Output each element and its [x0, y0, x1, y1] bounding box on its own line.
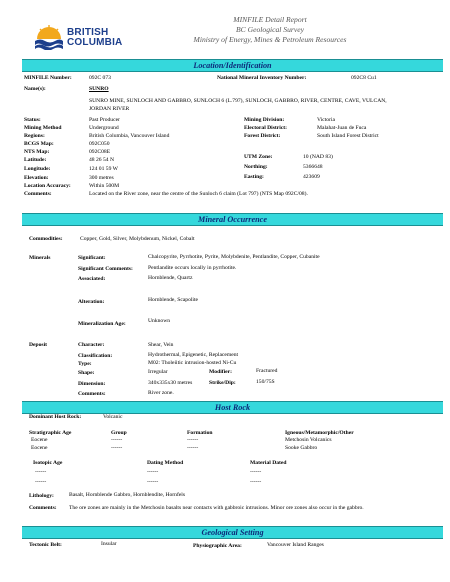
status-label: Status:	[24, 117, 41, 123]
section-header-geo-setting: Geological Setting	[22, 526, 443, 539]
strat-row-2-formation: ------	[187, 445, 199, 451]
nmi-label: National Mineral Inventory Number:	[217, 75, 307, 81]
dominant-host-value: Volcanic	[103, 414, 123, 420]
iso-row-2-material: ------	[250, 479, 262, 485]
associated-value: Hornblende, Quartz	[148, 275, 193, 281]
strat-row-2-age: Eocene	[31, 445, 48, 451]
host-comments: The ore zones are mainly in the Metchosin basalts near contacts with gabbroic intrusions. Minor ore zones also occur in the gabbro.	[69, 505, 364, 511]
status-value: Past Producer	[89, 117, 120, 123]
electoral-value: Malahat-Juan de Fuca	[317, 125, 367, 131]
other-names: SUNRO MINE, SUNLOCH AND GABBRO, SUNLOCH 6 (L.797), SUNLOCH, GABBRO, RIVER, CENTRE, CAVE, VULCAN, JORDAN RIVER	[89, 98, 387, 112]
iso-row-1-material: ------	[250, 469, 262, 475]
accuracy-label: Location Accuracy:	[24, 183, 71, 189]
section-header-location: Location/Identification	[22, 59, 443, 72]
classification-value: Hydrothermal, Epigenetic, Replacement	[148, 352, 239, 358]
mining-method-value: Underground	[89, 125, 119, 131]
forest-value: South Island Forest District	[317, 133, 379, 139]
latitude-value: 48 26 54 N	[89, 157, 115, 163]
elevation-value: 300 metres	[89, 175, 114, 181]
associated-label: Associated:	[78, 276, 106, 282]
commodities-value: Copper, Gold, Silver, Molybdenum, Nickel, Cobalt	[80, 236, 195, 242]
tectonic-label: Tectonic Belt:	[29, 542, 62, 548]
strat-row-1-group: ------	[111, 437, 123, 443]
bcgs-label: BCGS Map:	[24, 141, 54, 147]
nts-value: 092C08E	[89, 149, 111, 155]
dimension-label: Dimension:	[78, 381, 106, 387]
strat-header-igneous: Igneous/Metamorphic/Other	[285, 430, 354, 436]
iso-header-age: Isotopic Age	[33, 460, 63, 466]
ministry-name: Ministry of Energy, Mines & Petroleum Resources	[193, 35, 347, 44]
location-comments-label: Comments:	[24, 191, 52, 197]
alteration-value: Hornblende, Scapolite	[148, 297, 199, 303]
shape-label: Shape:	[78, 370, 95, 376]
host-comments-label: Comments:	[29, 505, 57, 511]
lithology-value: Basalt, Hornblende Gabbro, Hornblendite, Hornfels	[69, 492, 186, 498]
dominant-host-label: Dominant Host Rock:	[29, 414, 82, 420]
regions-label: Regions:	[24, 133, 45, 139]
commodities-label: Commodities:	[29, 236, 63, 242]
strat-header-age: Stratigraphic Age	[29, 430, 72, 436]
logo-line-1: BRITISH	[67, 27, 109, 38]
location-comments: Located on the River zone, near the centre of the Sunloch 6 claim (Lot 797) (NTS Map 092C/08).	[89, 191, 308, 197]
primary-name: SUNRO	[89, 86, 109, 92]
strat-row-1-igneous: Metchosin Volcanics	[285, 437, 332, 443]
iso-header-method: Dating Method	[147, 460, 184, 466]
names-label: Name(s):	[24, 86, 46, 92]
latitude-label: Latitude:	[24, 157, 47, 163]
bc-logo	[34, 24, 134, 52]
report-title: MINFILE Detail Report	[233, 15, 307, 24]
strat-header-group: Group	[111, 430, 127, 436]
iso-row-1-method: ------	[147, 469, 159, 475]
sig-comments-value: Pentlandite occurs locally in pyrrhotite.	[148, 265, 237, 271]
accuracy-value: Within 500M	[89, 183, 120, 189]
strat-row-1-formation: ------	[187, 437, 199, 443]
strat-row-2-igneous: Sooke Gabbro	[285, 445, 318, 451]
electoral-label: Electoral District:	[244, 125, 288, 131]
shape-value: Irregular	[148, 369, 168, 375]
physio-value: Vancouver Island Ranges	[267, 542, 324, 548]
elevation-label: Elevation:	[24, 175, 49, 181]
character-label: Character:	[78, 342, 105, 348]
utm-zone-value: 10 (NAD 83)	[303, 154, 333, 160]
min-age-value: Unknown	[148, 318, 171, 324]
minfile-number: 092C 073	[89, 75, 111, 81]
modifier-label: Modifier:	[209, 369, 232, 375]
mining-division-value: Victoria	[317, 117, 335, 123]
alteration-label: Alteration:	[78, 299, 105, 305]
regions-value: British Columbia, Vancouver Island	[89, 133, 170, 139]
easting-label: Easting:	[244, 174, 264, 180]
iso-row-2-method: ------	[147, 479, 159, 485]
forest-label: Forest District:	[244, 133, 281, 139]
mining-method-label: Mining Method	[24, 125, 62, 131]
sun-wave-logo-icon	[34, 24, 64, 50]
strat-header-formation: Formation	[187, 430, 213, 436]
survey-name: BC Geological Survey	[236, 25, 304, 34]
logo-line-2: COLUMBIA	[67, 37, 123, 48]
type-value: M02: Tholeiitic intrusion-hosted Ni-Cu	[148, 360, 237, 366]
easting-value: 423609	[303, 174, 320, 180]
physio-label: Physiographic Area:	[193, 543, 242, 549]
lithology-label: Lithology:	[29, 493, 54, 499]
type-label: Type:	[78, 361, 92, 367]
deposit-comments: River zone.	[148, 390, 174, 396]
significant-value: Chalcopyrite, Pyrrhotite, Pyrite, Molybdenite, Pentlandite, Copper, Cubanite	[148, 254, 320, 260]
deposit-label: Deposit	[29, 342, 48, 348]
nts-label: NTS Map:	[24, 149, 50, 155]
nmi-number: 092C8 Cu1	[351, 75, 377, 81]
minerals-label: Minerals	[29, 255, 51, 261]
iso-row-1-age: ------	[35, 469, 47, 475]
tectonic-value: Insular	[101, 541, 117, 547]
longitude-value: 124 01 59 W	[89, 166, 118, 172]
iso-header-material: Material Dated	[250, 460, 287, 466]
strike-label: Strike/Dip:	[209, 380, 236, 386]
northing-label: Northing:	[244, 164, 268, 170]
bcgs-value: 092C050	[89, 141, 110, 147]
strike-value: 150/75S	[256, 379, 275, 385]
min-age-label: Mineralization Age:	[78, 321, 126, 327]
dimension-value: 340x335x30 metres	[148, 380, 193, 386]
deposit-comments-label: Comments:	[78, 391, 106, 397]
classification-label: Classification:	[78, 353, 113, 359]
character-value: Shear, Vein	[148, 342, 174, 348]
northing-value: 5366648	[303, 164, 323, 170]
minfile-number-label: MINFILE Number:	[24, 75, 72, 81]
modifier-value: Fractured	[256, 368, 278, 374]
longitude-label: Longitude:	[24, 166, 51, 172]
strat-row-2-group: ------	[111, 445, 123, 451]
section-header-mineral: Mineral Occurrence	[22, 213, 443, 226]
sig-comments-label: Significant Comments:	[78, 266, 133, 272]
utm-zone-label: UTM Zone:	[244, 154, 273, 160]
section-header-host-rock: Host Rock	[22, 401, 443, 414]
mining-division-label: Mining Division:	[244, 117, 285, 123]
iso-row-2-age: ------	[35, 479, 47, 485]
significant-label: Significant:	[78, 255, 106, 261]
strat-row-1-age: Eocene	[31, 437, 48, 443]
